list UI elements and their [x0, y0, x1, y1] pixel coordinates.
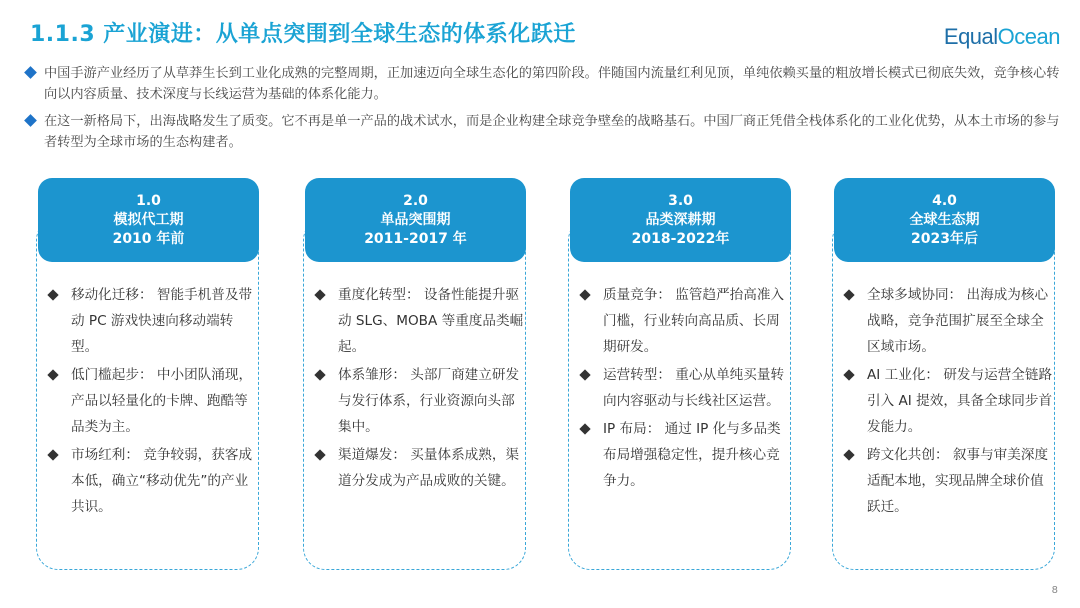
- list-item: [842, 442, 1056, 520]
- list-item: [46, 442, 260, 520]
- list-item: [46, 282, 260, 360]
- diamond-bullet-icon: [314, 449, 325, 460]
- intro-paragraph: [26, 111, 1060, 153]
- diamond-bullet-icon: [24, 114, 37, 127]
- list-item: [46, 362, 260, 440]
- diamond-bullet-icon: [47, 289, 58, 300]
- stage-period: 2011-2017 年: [364, 230, 467, 247]
- stage-period: 2023年后: [911, 230, 978, 247]
- item-text: 低门槛起步： 中小团队涌现，产品以轻量化的卡牌、跑酷等品类为主。: [71, 367, 253, 435]
- diamond-bullet-icon: [314, 289, 325, 300]
- item-text: 全球多域协同： 出海成为核心战略，竞争范围扩展至全球全区域市场。: [867, 287, 1049, 355]
- item-text: AI 工业化： 研发与运营全链路引入 AI 提效，具备全球同步首发能力。: [867, 367, 1053, 435]
- item-text: 渠道爆发： 买量体系成熟，渠道分发成为产品成败的关键。: [338, 447, 520, 489]
- list-item: [313, 442, 527, 494]
- stage-card-2: [305, 178, 526, 570]
- list-item: [578, 416, 792, 494]
- item-text: 跨文化共创： 叙事与审美深度适配本地，实现品牌全球价值跃迁。: [867, 447, 1049, 515]
- item-text: 重度化转型： 设备性能提升驱动 SLG、MOBA 等重度品类崛起。: [338, 287, 524, 355]
- stage-item-list: [842, 282, 1056, 522]
- list-item: [313, 282, 527, 360]
- logo-text-equal: Equal: [943, 24, 998, 49]
- stage-card-header: [834, 178, 1055, 262]
- logo-text-ocean: Ocean: [997, 24, 1060, 49]
- diamond-bullet-icon: [843, 289, 854, 300]
- stage-card-header: [305, 178, 526, 262]
- list-item: [842, 362, 1056, 440]
- diamond-bullet-icon: [843, 369, 854, 380]
- stage-card-1: [38, 178, 259, 570]
- stage-version: 3.0: [668, 192, 693, 209]
- stage-card-3: [570, 178, 791, 570]
- stage-version: 4.0: [932, 192, 957, 209]
- stage-version: 1.0: [136, 192, 161, 209]
- stage-name: 品类深耕期: [645, 211, 716, 228]
- diamond-bullet-icon: [579, 289, 590, 300]
- diamond-bullet-icon: [579, 369, 590, 380]
- stage-name: 单品突围期: [380, 211, 451, 228]
- stage-card-header: [570, 178, 791, 262]
- stage-name: 模拟代工期: [113, 211, 184, 228]
- stage-card-header: [38, 178, 259, 262]
- intro-text: 在这一新格局下，出海战略发生了质变。它不再是单一产品的战术试水，而是企业构建全球竞争壁垒的战略基石。中国厂商正凭借全栈体系化的工业化优势，从本土市场的参与者转型为全球市场的生态构建者。: [44, 114, 1060, 150]
- item-text: 质量竞争： 监管趋严抬高准入门槛，行业转向高品质、长周期研发。: [603, 287, 785, 355]
- diamond-bullet-icon: [314, 369, 325, 380]
- list-item: [578, 282, 792, 360]
- stage-card-4: [834, 178, 1055, 570]
- item-text: 体系雏形： 头部厂商建立研发与发行体系，行业资源向头部集中。: [338, 367, 520, 435]
- stage-item-list: [578, 282, 792, 496]
- stage-period: 2018-2022年: [631, 230, 730, 247]
- stage-version: 2.0: [403, 192, 428, 209]
- item-text: 移动化迁移： 智能手机普及带动 PC 游戏快速向移动端转型。: [71, 287, 253, 355]
- page-number: 8: [1051, 585, 1058, 596]
- intro-text: 中国手游产业经历了从草莽生长到工业化成熟的完整周期，正加速迈向全球生态化的第四阶段。伴随国内流量红利见顶，单纯依赖买量的粗放增长模式已彻底失效，竞争核心转向以内容质量、技术深度与长线运营为基础的体系化能力。: [44, 66, 1060, 102]
- stage-item-list: [313, 282, 527, 496]
- list-item: [578, 362, 792, 414]
- stage-period: 2010 年前: [112, 230, 185, 247]
- diamond-bullet-icon: [47, 449, 58, 460]
- list-item: [313, 362, 527, 440]
- diamond-bullet-icon: [24, 66, 37, 79]
- intro-paragraph: [26, 63, 1060, 105]
- diamond-bullet-icon: [843, 449, 854, 460]
- diamond-bullet-icon: [579, 423, 590, 434]
- intro-section: [26, 63, 1060, 159]
- item-text: IP 布局： 通过 IP 化与多品类布局增强稳定性，提升核心竞争力。: [603, 421, 781, 489]
- item-text: 运营转型： 重心从单纯买量转向内容驱动与长线社区运营。: [603, 367, 785, 409]
- diamond-bullet-icon: [47, 369, 58, 380]
- page-title: 1.1.3 产业演进：从单点突围到全球生态的体系化跃迁: [30, 22, 576, 47]
- item-text: 市场红利： 竞争较弱，获客成本低，确立“移动优先”的产业共识。: [71, 447, 253, 515]
- stage-item-list: [46, 282, 260, 522]
- list-item: [842, 282, 1056, 360]
- equalocean-logo: [944, 24, 1060, 50]
- stage-name: 全球生态期: [909, 211, 980, 228]
